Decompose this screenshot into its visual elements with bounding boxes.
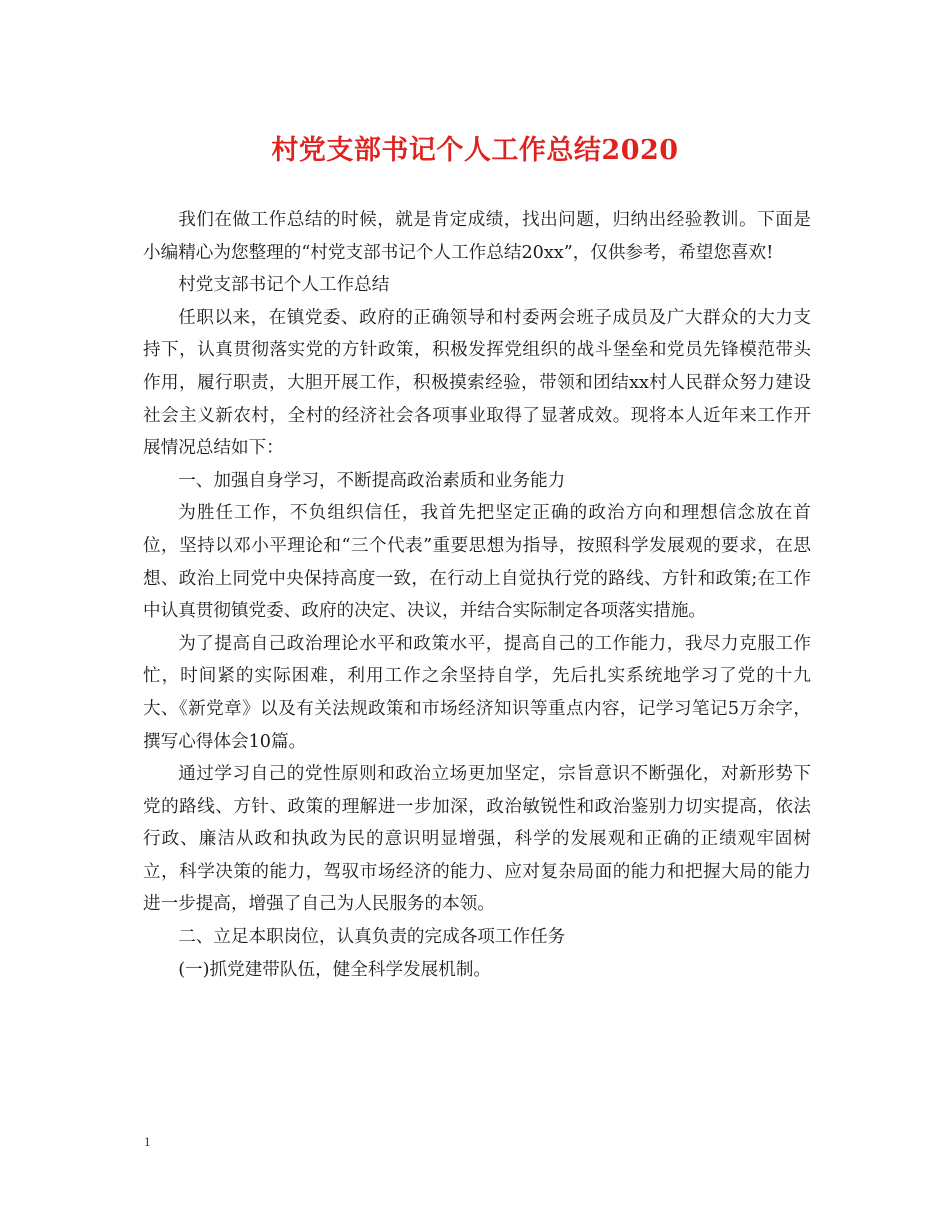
paragraph-study: 为了提高自己政治理论水平和政策水平，提高自己的工作能力，我尽力克服工作忙，时间紧的实际困难，利用工作之余坚持自学，先后扎实系统地学习了党的十九大、《新党章》以及有关法规政策和市场经济知识等重点内容，记学习笔记5万余字，撰写心得体会10篇。 bbox=[143, 633, 811, 752]
section-heading-1: 一、加强自身学习，不断提高政治素质和业务能力 bbox=[178, 470, 566, 491]
document-title: 村党支部书记个人工作总结2020 bbox=[271, 135, 679, 166]
section-heading-2: 二、立足本职岗位，认真负责的完成各项工作任务 bbox=[178, 927, 566, 948]
subsection-heading-1: (一)抓党建带队伍，健全科学发展机制。 bbox=[178, 959, 492, 980]
paragraph-intro: 我们在做工作总结的时候，就是肯定成绩，找出问题，归纳出经验教训。下面是小编精心为您整理的“村党支部书记个人工作总结20xx”，仅供参考，希望您喜欢! bbox=[143, 210, 811, 263]
paragraph-subtitle: 村党支部书记个人工作总结 bbox=[178, 275, 390, 296]
paragraph-political-direction: 为胜任工作，不负组织信任，我首先把坚定正确的政治方向和理想信念放在首位，坚持以邓小平理论和“三个代表”重要思想为指导，按照科学发展观的要求，在思想、政治上同党中央保持高度一致，在行动上自觉执行党的路线、方针和政策;在工作中认真贯彻镇党委、政府的决定、决议，并结合实际制定各项落实措施。 bbox=[143, 503, 811, 622]
document-body bbox=[143, 204, 811, 986]
paragraph-overview: 任职以来，在镇党委、政府的正确领导和村委两会班子成员及广大群众的大力支持下，认真贯彻落实党的方针政策，积极发挥党组织的战斗堡垒和党员先锋模范带头作用，履行职责，大胆开展工作，积极摸索经验，带领和团结xx村人民群众努力建设社会主义新农村，全村的经济社会各项事业取得了显著成效。现将本人近年来工作开展情况总结如下： bbox=[143, 307, 811, 459]
page-number: 1 bbox=[144, 1134, 151, 1149]
paragraph-study-results: 通过学习自己的党性原则和政治立场更加坚定，宗旨意识不断强化，对新形势下党的路线、方针、政策的理解进一步加深，政治敏锐性和政治鉴别力切实提高，依法行政、廉洁从政和执政为民的意识明显增强，科学的发展观和正确的正绩观牢固树立，科学决策的能力，驾驭市场经济的能力、应对复杂局面的能力和把握大局的能力进一步提高，增强了自己为人民服务的本领。 bbox=[143, 764, 811, 915]
